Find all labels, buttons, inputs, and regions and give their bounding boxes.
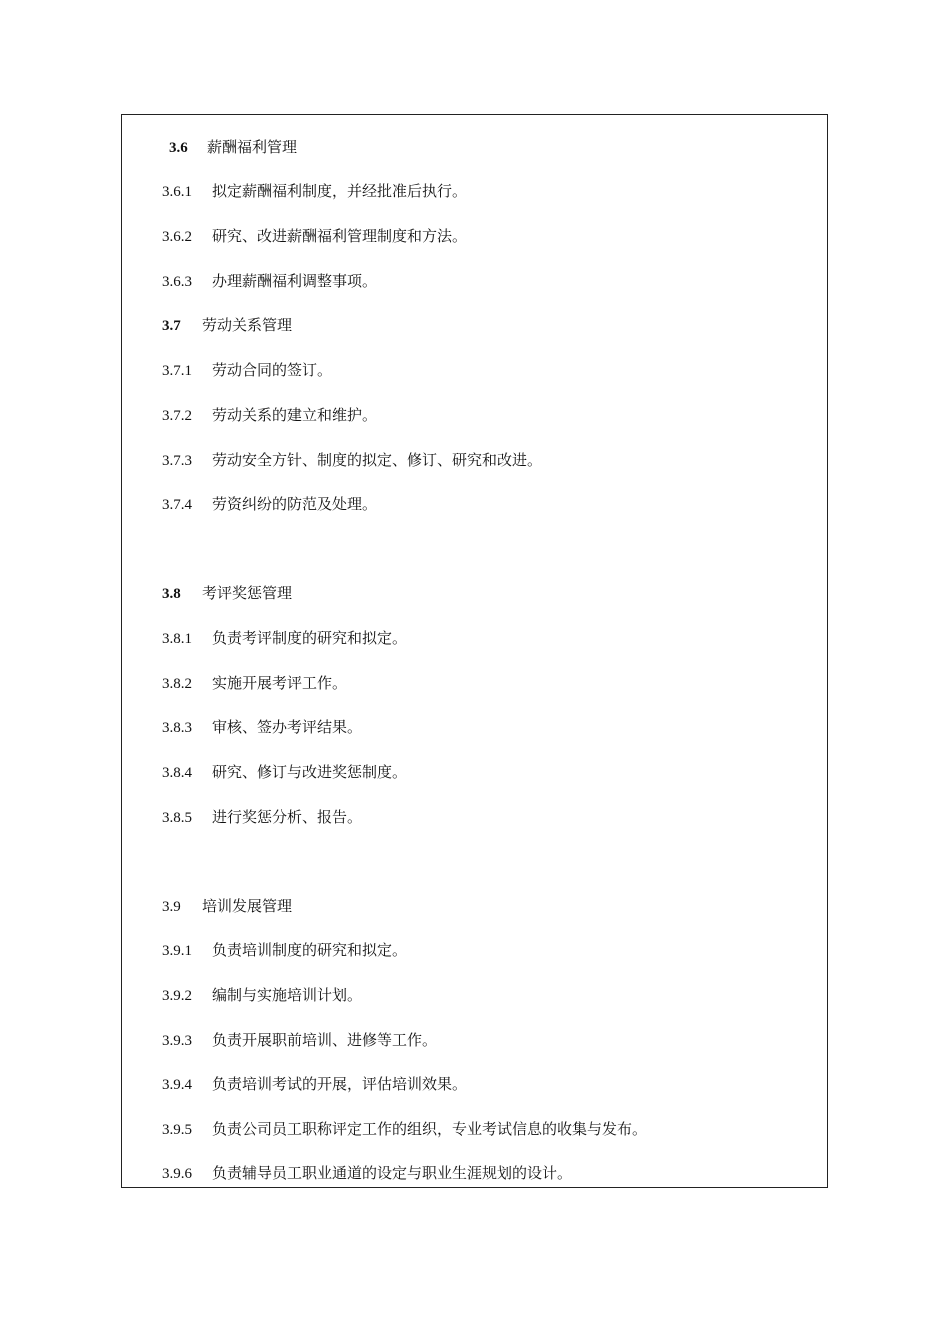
item-number: 3.9.2 xyxy=(162,988,192,1004)
list-item xyxy=(162,1117,647,1141)
section-number: 3.6 xyxy=(169,140,188,156)
section-title: 考评奖惩管理 xyxy=(202,584,293,602)
item-number: 3.6.3 xyxy=(162,274,192,290)
item-text: 劳动安全方针、制度的拟定、修订、研究和改进。 xyxy=(212,451,543,469)
item-number: 3.9.1 xyxy=(162,943,192,959)
item-text: 进行奖惩分析、报告。 xyxy=(212,808,363,826)
list-item xyxy=(162,269,377,293)
list-item xyxy=(162,1161,572,1185)
section-number: 3.8 xyxy=(162,586,181,602)
item-number: 3.7.2 xyxy=(162,408,192,424)
list-item xyxy=(162,760,407,784)
list-item xyxy=(162,671,347,695)
item-number: 3.8.3 xyxy=(162,720,192,736)
item-text: 负责培训考试的开展，评估培训效果。 xyxy=(212,1075,468,1093)
item-text: 编制与实施培训计划。 xyxy=(212,986,363,1004)
list-item xyxy=(162,224,467,248)
section-title: 培训发展管理 xyxy=(202,897,293,915)
list-item xyxy=(162,938,407,962)
section-number: 3.9 xyxy=(162,899,181,915)
item-text: 负责考评制度的研究和拟定。 xyxy=(212,629,408,647)
list-item xyxy=(162,1072,467,1096)
document-frame xyxy=(121,114,828,1188)
item-text: 研究、改进薪酬福利管理制度和方法。 xyxy=(212,227,468,245)
list-item xyxy=(162,448,542,472)
item-text: 研究、修订与改进奖惩制度。 xyxy=(212,763,408,781)
item-number: 3.8.2 xyxy=(162,676,192,692)
item-number: 3.8.1 xyxy=(162,631,192,647)
list-item xyxy=(162,358,332,382)
item-number: 3.7.4 xyxy=(162,497,192,513)
section-title: 劳动关系管理 xyxy=(202,316,293,334)
item-number: 3.6.2 xyxy=(162,229,192,245)
item-number: 3.7.1 xyxy=(162,363,192,379)
item-number: 3.6.1 xyxy=(162,184,192,200)
item-text: 负责培训制度的研究和拟定。 xyxy=(212,941,408,959)
item-number: 3.8.5 xyxy=(162,810,192,826)
section-heading-3-9 xyxy=(162,894,292,918)
section-heading-3-6 xyxy=(169,135,297,159)
section-number: 3.7 xyxy=(162,318,181,334)
section-heading-3-7 xyxy=(162,313,292,337)
item-text: 拟定薪酬福利制度，并经批准后执行。 xyxy=(212,182,468,200)
item-text: 审核、签办考评结果。 xyxy=(212,718,363,736)
list-item xyxy=(162,715,362,739)
section-heading-3-8 xyxy=(162,581,292,605)
item-text: 负责开展职前培训、进修等工作。 xyxy=(212,1031,438,1049)
item-text: 负责公司员工职称评定工作的组织，专业考试信息的收集与发布。 xyxy=(212,1120,648,1138)
item-text: 劳动合同的签订。 xyxy=(212,361,333,379)
item-text: 负责辅导员工职业通道的设定与职业生涯规划的设计。 xyxy=(212,1164,573,1182)
list-item xyxy=(162,805,362,829)
section-title: 薪酬福利管理 xyxy=(207,138,298,156)
list-item xyxy=(162,1028,437,1052)
item-number: 3.9.5 xyxy=(162,1122,192,1138)
item-number: 3.9.3 xyxy=(162,1033,192,1049)
item-number: 3.8.4 xyxy=(162,765,192,781)
list-item xyxy=(162,492,377,516)
item-number: 3.9.4 xyxy=(162,1077,192,1093)
item-text: 办理薪酬福利调整事项。 xyxy=(212,272,378,290)
item-number: 3.9.6 xyxy=(162,1166,192,1182)
item-number: 3.7.3 xyxy=(162,453,192,469)
list-item xyxy=(162,983,362,1007)
item-text: 劳资纠纷的防范及处理。 xyxy=(212,495,378,513)
list-item xyxy=(162,626,407,650)
item-text: 劳动关系的建立和维护。 xyxy=(212,406,378,424)
list-item xyxy=(162,179,467,203)
list-item xyxy=(162,403,377,427)
item-text: 实施开展考评工作。 xyxy=(212,674,348,692)
